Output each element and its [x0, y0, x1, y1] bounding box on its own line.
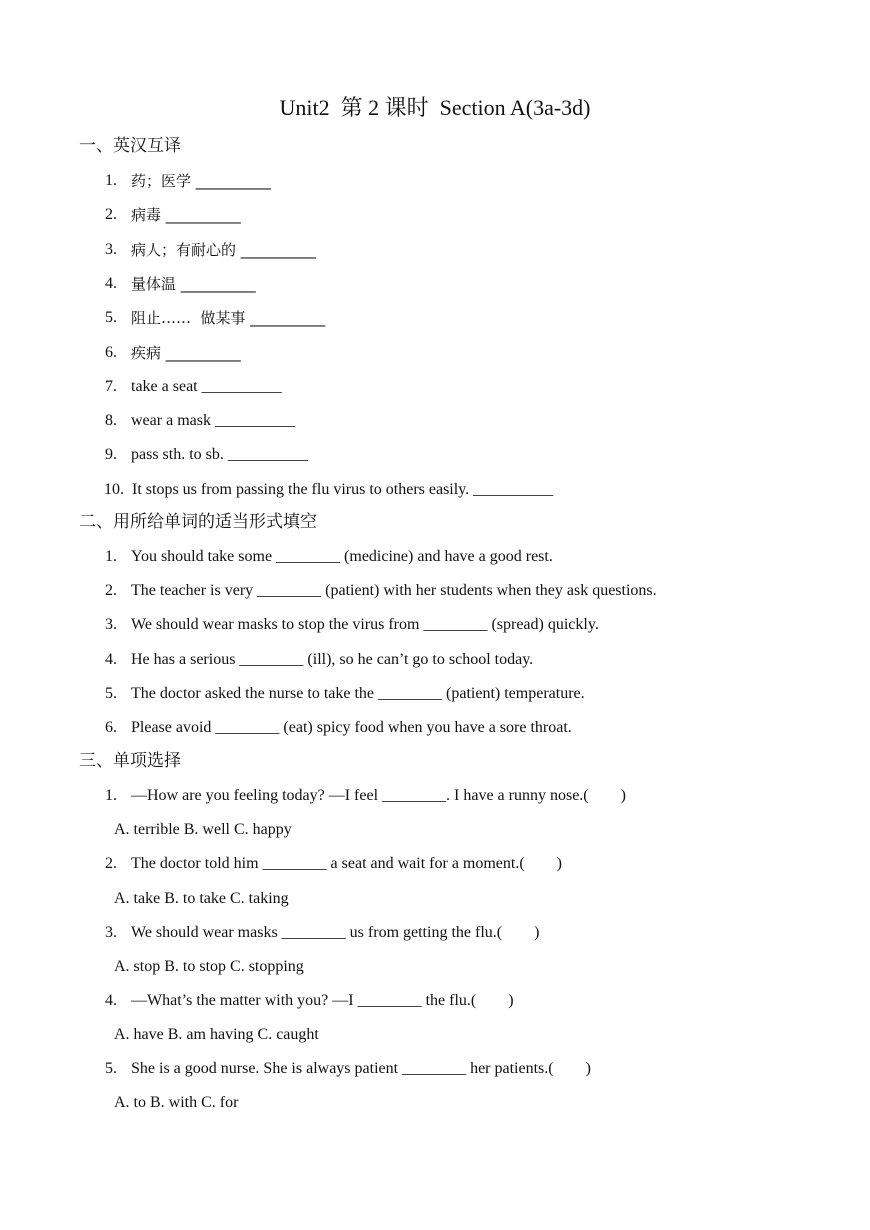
question-number: 4.: [105, 991, 117, 1009]
question-number: 3.: [105, 240, 117, 258]
answer-options: A. to B. with C. for: [114, 1094, 239, 1112]
question-text: take a seat __________: [131, 377, 282, 395]
question-number: 1.: [105, 548, 117, 565]
question-text: 药；医学 __________: [131, 172, 271, 190]
question-text: We should wear masks to stop the virus from ________ (spread) quickly.: [131, 616, 599, 634]
question-text: wear a mask __________: [131, 412, 295, 430]
question-number: 1.: [105, 172, 117, 189]
question-number: 3.: [105, 616, 117, 634]
question-text: The teacher is very ________ (patient) with her students when they ask questions.: [131, 582, 657, 600]
question-number: 2.: [105, 582, 117, 600]
question-text: Please avoid ________ (eat) spicy food when you have a sore throat.: [131, 719, 572, 736]
question-number: 1.: [105, 787, 117, 804]
question-number: 6.: [105, 343, 117, 361]
question-text: The doctor told him ________ a seat and wait for a moment.( ): [131, 855, 563, 873]
question-number: 6.: [105, 719, 117, 736]
question-number: 8.: [105, 412, 117, 430]
question-number: 5.: [105, 684, 117, 702]
answer-options: A. stop B. to stop C. stopping: [114, 957, 304, 975]
question-text: He has a serious ________ (ill), so he can’t go to school today.: [131, 650, 534, 668]
question-number: 5.: [105, 309, 117, 327]
answer-options: A. terrible B. well C. happy: [114, 821, 292, 839]
question-text: The doctor asked the nurse to take the ________ (patient) temperature.: [131, 684, 585, 702]
question-text: 病毒 __________: [131, 206, 241, 225]
question-text: pass sth. to sb. __________: [131, 446, 308, 464]
question-text: You should take some ________ (medicine) and have a good rest.: [131, 548, 553, 565]
question-text: It stops us from passing the flu virus to others easily. __________: [132, 480, 554, 498]
question-text: —What’s the matter with you? —I ________ the flu.( ): [131, 991, 514, 1009]
question-number: 9.: [105, 446, 117, 464]
question-number: 7.: [105, 377, 117, 395]
answer-options: A. have B. am having C. caught: [114, 1026, 319, 1044]
section-heading-word-forms: 二、用所给单词的适当形式填空: [79, 512, 317, 532]
question-number: 3.: [105, 923, 117, 941]
page-title: Unit2 第 2 课时 Section A(3a-3d): [279, 95, 591, 120]
question-number: 2.: [105, 206, 117, 224]
section-heading-multiple-choice: 三、单项选择: [79, 751, 181, 771]
question-number: 5.: [105, 1060, 117, 1078]
question-text: 疾病 __________: [131, 343, 241, 362]
question-number: 4.: [105, 274, 117, 292]
question-number: 4.: [105, 650, 117, 668]
question-number: 10.: [104, 480, 124, 498]
question-text: 量体温 __________: [131, 274, 256, 293]
question-text: —How are you feeling today? —I feel ________. I have a runny nose.( ): [131, 787, 626, 804]
question-text: We should wear masks ________ us from getting the flu.( ): [131, 923, 540, 941]
question-text: She is a good nurse. She is always patient ________ her patients.( ): [131, 1060, 591, 1078]
answer-options: A. take B. to take C. taking: [114, 889, 289, 907]
question-text: 病人；有耐心的 __________: [131, 240, 316, 259]
section-heading-translation: 一、英汉互译: [79, 136, 181, 156]
question-number: 2.: [105, 855, 117, 873]
question-text: 阻止…… 做某事 __________: [131, 309, 326, 328]
